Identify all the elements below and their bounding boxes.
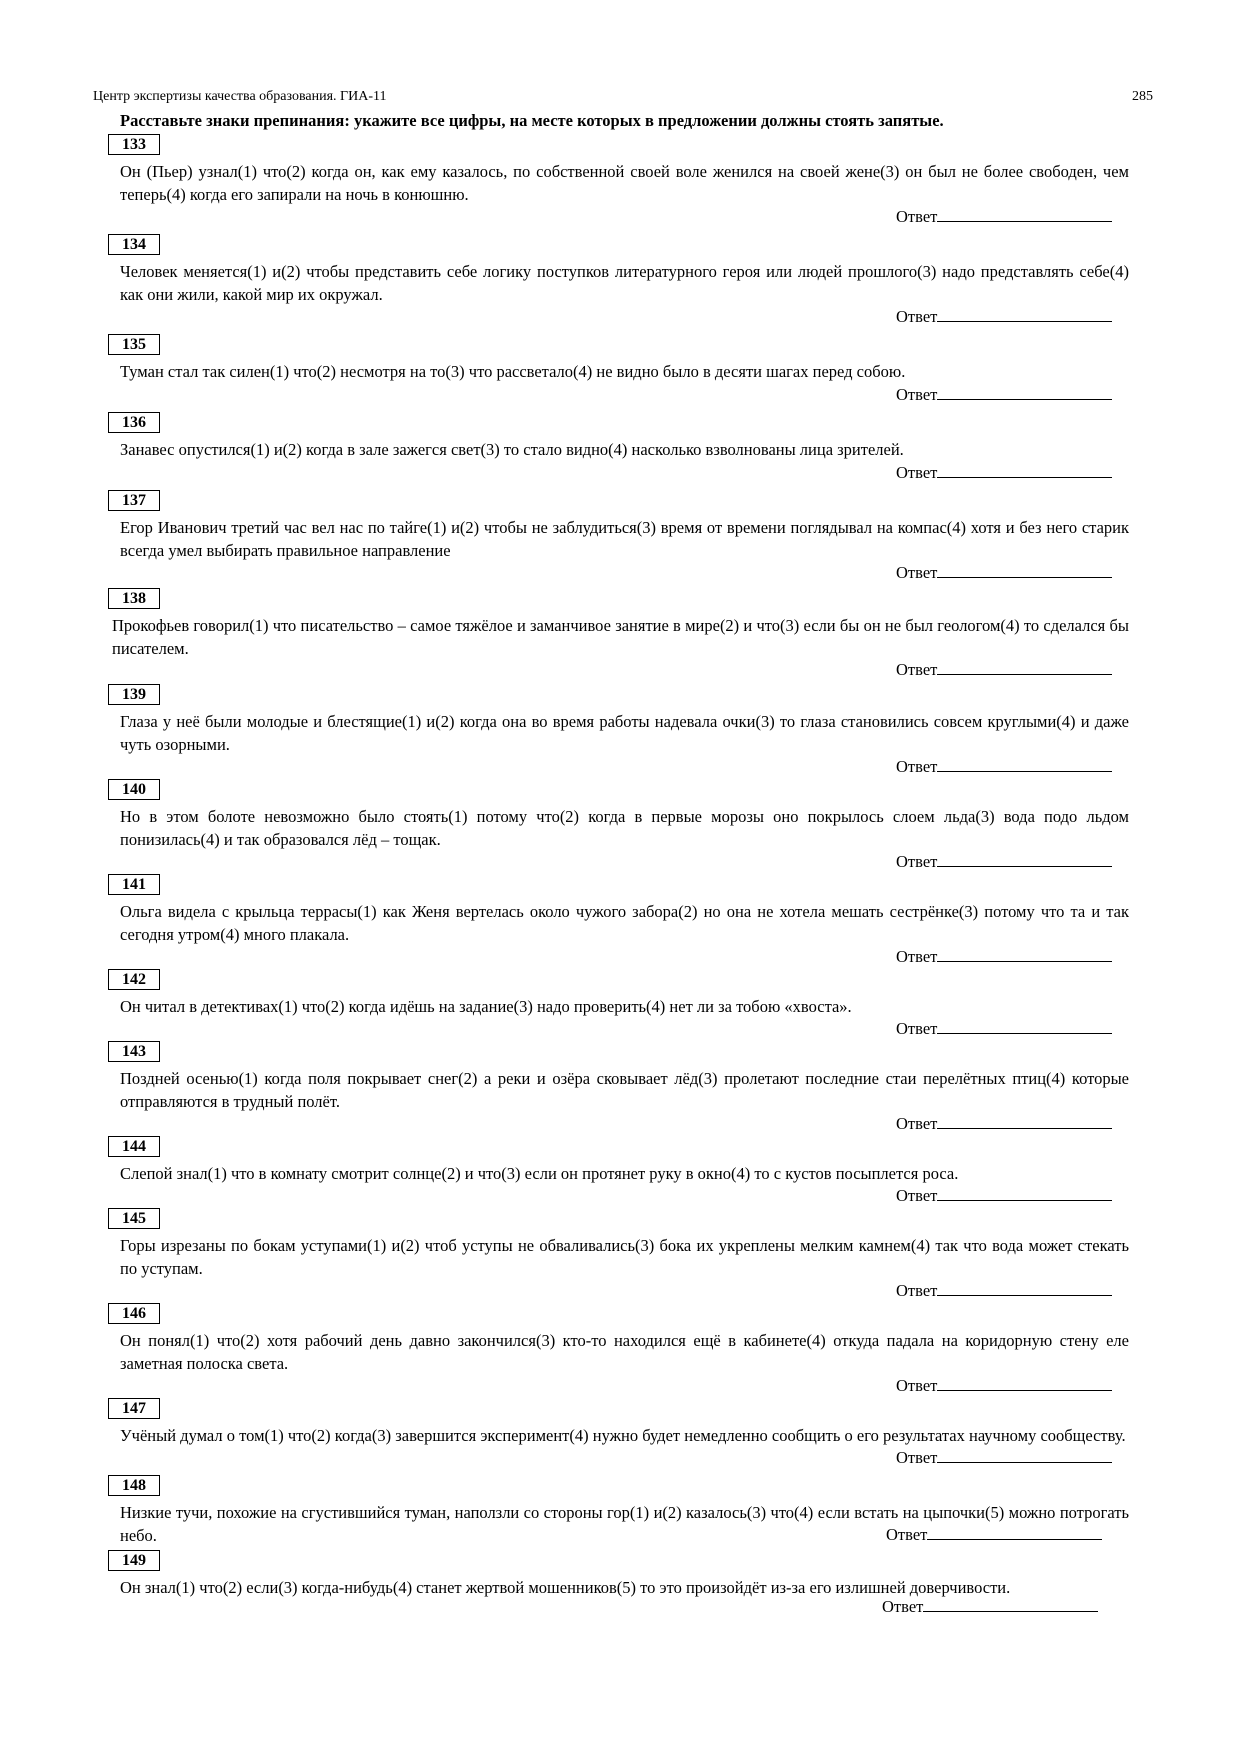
task-text: Он (Пьер) узнал(1) что(2) когда он, как ему казалось, по собственной своей воле женился на своей жене(3) он был не более свободен, чем теперь(4) когда его запирали на ночь в конюшню. [120, 162, 1129, 204]
task-number: 148 [108, 1475, 160, 1496]
answer-line[interactable] [937, 563, 1112, 578]
answer-field[interactable] [896, 1448, 1112, 1468]
task-number: 133 [108, 134, 160, 155]
answer-line[interactable] [927, 1525, 1102, 1540]
answer-label: Ответ [896, 660, 938, 679]
answer-line[interactable] [937, 757, 1112, 772]
page-header [93, 89, 1153, 109]
answer-line[interactable] [937, 1281, 1112, 1296]
answer-line[interactable] [923, 1597, 1098, 1612]
task-number: 137 [108, 490, 160, 511]
task-number: 145 [108, 1208, 160, 1229]
answer-line[interactable] [937, 1114, 1112, 1129]
answer-field[interactable] [896, 463, 1112, 483]
answer-label: Ответ [896, 1019, 938, 1038]
task-instruction: Расставьте знаки препинания: укажите все цифры, на месте которых в предложении должны стоять запятые. [120, 111, 944, 130]
answer-line[interactable] [937, 1019, 1112, 1034]
task-text: Он понял(1) что(2) хотя рабочий день давно закончился(3) кто-то находился ещё в кабинете(4) откуда падала на коридорную стену еле заметная полоска света. [120, 1331, 1129, 1373]
answer-field[interactable] [886, 1525, 1102, 1545]
task-number: 146 [108, 1303, 160, 1324]
task-text: Занавес опустился(1) и(2) когда в зале зажегся свет(3) то стало видно(4) насколько взволнованы лица зрителей. [120, 440, 904, 459]
answer-field[interactable] [896, 1281, 1112, 1301]
answer-line[interactable] [937, 1376, 1112, 1391]
answer-label: Ответ [882, 1597, 924, 1616]
answer-label: Ответ [896, 307, 938, 326]
task-text: Егор Иванович третий час вел нас по тайге(1) и(2) чтобы не заблудиться(3) время от времени поглядывал на компас(4) хотя и без него старик всегда умел выбирать правильное направление [120, 518, 1129, 560]
answer-label: Ответ [896, 1281, 938, 1300]
answer-field[interactable] [896, 947, 1112, 967]
answer-field[interactable] [896, 1019, 1112, 1039]
answer-field[interactable] [882, 1597, 1098, 1617]
task-text: Он знал(1) что(2) если(3) когда-нибудь(4) станет жертвой мошенников(5) то это произойдёт из-за его излишней доверчивости. [120, 1578, 1011, 1597]
task-text: Низкие тучи, похожие на сгустившийся туман, наползли со стороны гор(1) и(2) казалось(3) что(4) если встать на цыпочки(5) можно потрогать небо. [120, 1503, 1129, 1545]
answer-line[interactable] [937, 1448, 1112, 1463]
task-text: Горы изрезаны по бокам уступами(1) и(2) чтоб уступы не обваливались(3) бока их укреплены мелким камнем(4) так что вода может стекать по уступам. [120, 1236, 1129, 1278]
task-text: Слепой знал(1) что в комнату смотрит солнце(2) и что(3) если он протянет руку в окно(4) то с кустов посыплется роса. [120, 1164, 959, 1183]
task-text: Туман стал так силен(1) что(2) несмотря на то(3) что рассветало(4) не видно было в десяти шагах перед собою. [120, 362, 906, 381]
task-number: 144 [108, 1136, 160, 1157]
answer-label: Ответ [896, 947, 938, 966]
answer-line[interactable] [937, 307, 1112, 322]
task-number: 134 [108, 234, 160, 255]
task-text: Прокофьев говорил(1) что писательство – самое тяжёлое и заманчивое занятие в мире(2) и что(3) если бы он не был геологом(4) то сделался бы писателем. [112, 616, 1129, 658]
answer-label: Ответ [896, 563, 938, 582]
task-number: 142 [108, 969, 160, 990]
task-text: Но в этом болоте невозможно было стоять(1) потому что(2) когда в первые морозы оно покрылось слоем льда(3) вода подо льдом понизилась(4) и так образовался лёд – тощак. [120, 807, 1129, 849]
task-text: Он читал в детективах(1) что(2) когда идёшь на задание(3) надо проверить(4) нет ли за тобою «хвоста». [120, 997, 852, 1016]
answer-field[interactable] [896, 660, 1112, 680]
answer-label: Ответ [896, 1376, 938, 1395]
answer-line[interactable] [937, 1186, 1112, 1201]
answer-field[interactable] [896, 1376, 1112, 1396]
task-text: Поздней осенью(1) когда поля покрывает снег(2) а реки и озёра сковывает лёд(3) пролетают последние стаи перелётных птиц(4) которые отправляются в трудный полёт. [120, 1069, 1129, 1111]
answer-field[interactable] [896, 1186, 1112, 1206]
task-number: 140 [108, 779, 160, 800]
task-number: 136 [108, 412, 160, 433]
answer-line[interactable] [937, 947, 1112, 962]
answer-label: Ответ [896, 207, 938, 226]
header-source: Центр экспертизы качества образования. ГИА-11 [93, 89, 387, 104]
answer-field[interactable] [896, 1114, 1112, 1134]
task-text: Человек меняется(1) и(2) чтобы представить себе логику поступков литературного героя или людей прошлого(3) надо представлять себе(4) как они жили, какой мир их окружал. [120, 262, 1129, 304]
answer-field[interactable] [896, 307, 1112, 327]
task-text: Учёный думал о том(1) что(2) когда(3) завершится эксперимент(4) нужно будет немедленно сообщить о его результатах научному сообществу. [120, 1426, 1126, 1445]
answer-label: Ответ [896, 1186, 938, 1205]
answer-field[interactable] [896, 207, 1112, 227]
answer-label: Ответ [896, 385, 938, 404]
answer-line[interactable] [937, 852, 1112, 867]
answer-label: Ответ [896, 1448, 938, 1467]
answer-label: Ответ [896, 757, 938, 776]
task-number: 147 [108, 1398, 160, 1419]
answer-label: Ответ [886, 1525, 928, 1544]
answer-label: Ответ [896, 852, 938, 871]
answer-label: Ответ [896, 463, 938, 482]
answer-line[interactable] [937, 385, 1112, 400]
answer-field[interactable] [896, 385, 1112, 405]
answer-line[interactable] [937, 660, 1112, 675]
task-number: 141 [108, 874, 160, 895]
answer-field[interactable] [896, 563, 1112, 583]
task-number: 139 [108, 684, 160, 705]
answer-field[interactable] [896, 852, 1112, 872]
task-text: Ольга видела с крыльца террасы(1) как Женя вертелась около чужого забора(2) но она не хотела мешать сестрёнке(3) потому что та и так сегодня утром(4) много плакала. [120, 902, 1129, 944]
answer-line[interactable] [937, 463, 1112, 478]
answer-label: Ответ [896, 1114, 938, 1133]
task-number: 143 [108, 1041, 160, 1062]
page-number: 285 [1132, 89, 1153, 104]
answer-line[interactable] [937, 207, 1112, 222]
answer-field[interactable] [896, 757, 1112, 777]
task-number: 149 [108, 1550, 160, 1571]
task-number: 135 [108, 334, 160, 355]
task-number: 138 [108, 588, 160, 609]
task-text: Глаза у неё были молодые и блестящие(1) и(2) когда она во время работы надевала очки(3) то глаза становились совсем круглыми(4) и даже чуть озорными. [120, 712, 1129, 754]
